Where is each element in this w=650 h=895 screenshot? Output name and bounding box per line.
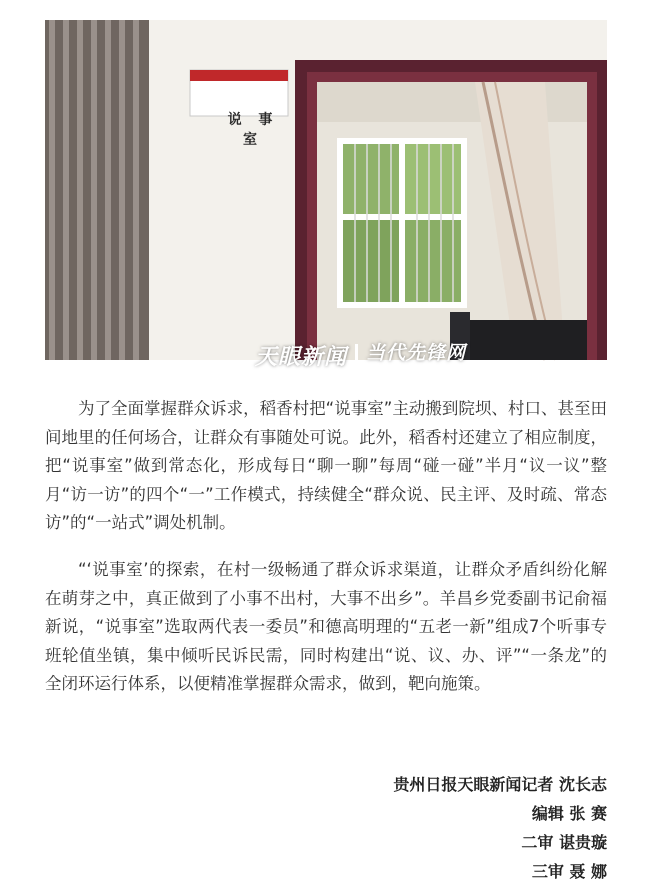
wall-slats [45, 20, 149, 360]
sign-label: 说 事 室 [227, 112, 279, 148]
paragraph-2: “‘说事室’的探索，在村一级畅通了群众诉求渠道，让群众矛盾纠纷化解在萌芽之中，真正做到了小事不出村，大事不出乡”。羊昌乡党委副书记俞福新说，“说事室”选取两代表一委员”和德高明理的“五老一新”组成7个听事专班轮值坐镇，集中倾听民诉民需，同时构建出“说、议、办、评”“一条龙”的全闭环运行体系，以便精准掌握群众需求，做到，靶向施策。 [45, 560, 607, 693]
article-photo [45, 20, 607, 373]
paragraph-1: 为了全面掌握群众诉求，稻香村把“说事室”主动搬到院坝、村口、甚至田间地里的任何场合，让群众有事随处可说。此外，稻香村还建立了相应制度，把“说事室”做到常态化，形成每日“聊一聊”每周“碰一碰”半月“议一议”整月“访一访”的四个“一”工作模式，持续健全“群众说、民主评、及时疏、常态访”的“一站式”调处机制。 [45, 399, 607, 532]
sign-small-text: 插香村 [245, 93, 266, 101]
credit-second-review: 二审 谌贵璇 [521, 833, 607, 852]
credits [393, 770, 607, 886]
watermark-sub: DDCPC.CN [396, 366, 436, 373]
watermark-right: 当代先锋网 [366, 342, 467, 364]
watermark-right-group [366, 338, 466, 373]
watermark-divider [355, 344, 358, 368]
watermark [255, 338, 466, 373]
credit-editor: 编辑 张 赛 [531, 804, 607, 823]
credit-reporter: 贵州日报天眼新闻记者 沈长志 [393, 775, 607, 794]
credit-third-review: 三审 聂 娜 [531, 862, 607, 881]
photo-scene [45, 20, 607, 360]
watermark-left: 天眼新闻 [255, 344, 348, 370]
